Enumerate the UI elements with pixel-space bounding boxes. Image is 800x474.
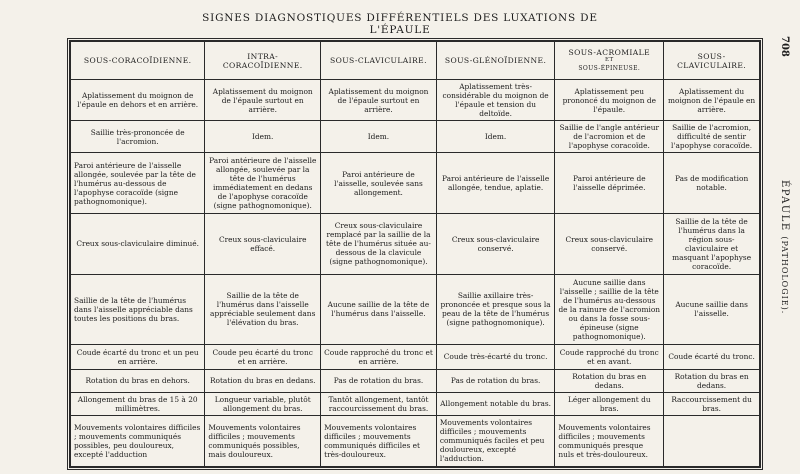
- column-header-label: INTRA-CORACOÏDIENNE.: [222, 51, 303, 70]
- table-row: [71, 415, 760, 466]
- table-row: [71, 274, 760, 344]
- table-cell: Mouvements volontaires difficiles ; mouvements communiqués presque nuls et très-douloureux.: [555, 415, 664, 466]
- table-frame: [67, 38, 763, 470]
- table-cell: Allongement notable du bras.: [436, 392, 555, 415]
- table-row: [71, 370, 760, 392]
- table-cell: Creux sous-claviculaire conservé.: [436, 213, 555, 274]
- table-cell: Rotation du bras en dehors.: [71, 370, 205, 392]
- table-cell: Idem.: [321, 121, 437, 153]
- table-cell: Paroi antérieure de l'aisselle allongée, tendue, aplatie.: [436, 153, 555, 214]
- table-cell: Coude écarté du tronc et un peu en arrière.: [71, 344, 205, 370]
- table-cell: Mouvements volontaires difficiles ; mouvements communiqués possibles, mais douloureux.: [205, 415, 321, 466]
- page-number: 708: [779, 36, 790, 57]
- table-cell: Allongement du bras de 15 à 20 millimètres.: [71, 392, 205, 415]
- table-cell: Saillie de la tête de l'humérus dans l'aisselle appréciable seulement dans l'élévation du bras.: [205, 274, 321, 344]
- table-row: [71, 80, 760, 121]
- table-row: [71, 344, 760, 370]
- table-cell: Aucune saillie de la tête de l'humérus dans l'aisselle.: [321, 274, 437, 344]
- table-cell: Aucune saillie dans l'aisselle.: [664, 274, 760, 344]
- table-cell: Saillie de la tête de l'humérus dans l'aisselle appréciable dans toutes les positions du bras.: [71, 274, 205, 344]
- table-cell: Mouvements volontaires difficiles ; mouvements communiqués faciles et peu douloureux, excepté l'adduction.: [436, 415, 555, 466]
- column-header: [436, 42, 555, 80]
- column-header-label: SOUS-GLÉNOÏDIENNE.: [444, 56, 547, 65]
- running-head: [779, 180, 790, 314]
- table-row: [71, 121, 760, 153]
- table-cell: [664, 415, 760, 466]
- table-cell: Mouvements volontaires difficiles ; mouvements communiqués possibles, peu douloureux, excepté l'adduction: [71, 415, 205, 466]
- table-cell: Coude rapproché du tronc et en arrière.: [321, 344, 437, 370]
- table-cell: Aplatissement du moignon de l'épaule surtout en arrière.: [321, 80, 437, 121]
- table-row: [71, 153, 760, 214]
- table-cell: Coude très-écarté du tronc.: [436, 344, 555, 370]
- column-header: [664, 42, 760, 80]
- table-cell: Aucune saillie dans l'aisselle ; saillie de la tête de l'humérus au-dessous de la rainure de l'acromion ou dans la fosse sous-épineuse (signe pathognomonique).: [555, 274, 664, 344]
- table-cell: Creux sous-claviculaire conservé.: [555, 213, 664, 274]
- table-cell: Longueur variable, plutôt allongement du bras.: [205, 392, 321, 415]
- table-cell: Aplatissement du moignon de l'épaule en arrière.: [664, 80, 760, 121]
- table-cell: Rotation du bras en dedans.: [205, 370, 321, 392]
- table-cell: Pas de modification notable.: [664, 153, 760, 214]
- table-header: [71, 42, 760, 80]
- table-cell: Saillie de l'angle antérieur de l'acromion et de l'apophyse coracoïde.: [555, 121, 664, 153]
- table-cell: Paroi antérieure de l'aisselle, soulevée sans allongement.: [321, 153, 437, 214]
- column-header-label: SOUS-CORACOÏDIENNE.: [83, 56, 192, 65]
- table-cell: Creux sous-claviculaire diminué.: [71, 213, 205, 274]
- column-header-conjunction: ET: [605, 57, 614, 63]
- table-cell: Pas de rotation du bras.: [321, 370, 437, 392]
- table-cell: Mouvements volontaires difficiles ; mouvements communiqués difficiles et très-douloureux.: [321, 415, 437, 466]
- table-cell: Coude rapproché du tronc et en avant.: [555, 344, 664, 370]
- diagnostic-table: [70, 41, 760, 467]
- table-cell: Paroi antérieure de l'aisselle allongée, soulevée par la tête de l'humérus immédiatement en dedans de l'apophyse coracoïde (signe pathognomonique).: [205, 153, 321, 214]
- table-cell: Tantôt allongement, tantôt raccourcissement du bras.: [321, 392, 437, 415]
- table-cell: Aplatissement du moignon de l'épaule en dehors et en arrière.: [71, 80, 205, 121]
- running-head-subtitle: (PATHOLOGIE).: [780, 236, 789, 315]
- table-cell: Rotation du bras en dedans.: [664, 370, 760, 392]
- column-header-label: SOUS-CLAVICULAIRE.: [677, 51, 747, 70]
- column-header-label: SOUS-CLAVICULAIRE.: [330, 56, 427, 65]
- column-header: [205, 42, 321, 80]
- column-header-label-2: SOUS-ÉPINEUSE.: [578, 65, 641, 72]
- table-row: [71, 392, 760, 415]
- table-cell: Coude peu écarté du tronc et en arrière.: [205, 344, 321, 370]
- column-header: [555, 42, 664, 80]
- table-cell: Aplatissement du moignon de l'épaule surtout en arrière.: [205, 80, 321, 121]
- column-header-label: SOUS-ACROMIALE: [568, 48, 651, 57]
- table-cell: Coude écarté du tronc.: [664, 344, 760, 370]
- column-header: [321, 42, 437, 80]
- table-cell: Creux sous-claviculaire effacé.: [205, 213, 321, 274]
- table-cell: Rotation du bras en dedans.: [555, 370, 664, 392]
- table-cell: Raccourcissement du bras.: [664, 392, 760, 415]
- table-cell: Saillie de l'acromion, difficulté de sentir l'apophyse coracoïde.: [664, 121, 760, 153]
- table-cell: Saillie très-prononcée de l'acromion.: [71, 121, 205, 153]
- table-cell: Léger allongement du bras.: [555, 392, 664, 415]
- table-row: [71, 213, 760, 274]
- table-cell: Creux sous-claviculaire remplacé par la saillie de la tête de l'humérus située au-dessous de la clavicule (signe pathognomonique).: [321, 213, 437, 274]
- column-header: [71, 42, 205, 80]
- table-cell: Paroi antérieure de l'aisselle déprimée.: [555, 153, 664, 214]
- table-cell: Aplatissement peu prononcé du moignon de l'épaule.: [555, 80, 664, 121]
- table-body: [71, 80, 760, 467]
- running-head-title: ÉPAULE: [779, 180, 790, 232]
- table-cell: Saillie axillaire très-prononcée et presque sous la peau de la tête de l'humérus (signe pathognomonique).: [436, 274, 555, 344]
- table-cell: Aplatissement très-considérable du moignon de l'épaule et tension du deltoïde.: [436, 80, 555, 121]
- page-title: SIGNES DIAGNOSTIQUES DIFFÉRENTIELS DES LUXATIONS DE L'ÉPAULE: [202, 12, 598, 36]
- table-cell: Pas de rotation du bras.: [436, 370, 555, 392]
- table-cell: Paroi antérieure de l'aisselle allongée, soulevée par la tête de l'humérus au-dessous de l'apophyse coracoïde (signe pathognomonique).: [71, 153, 205, 214]
- table-cell: Saillie de la tête de l'humérus dans la région sous-claviculaire et masquant l'apophyse coracoïde.: [664, 213, 760, 274]
- table-cell: Idem.: [436, 121, 555, 153]
- table-cell: Idem.: [205, 121, 321, 153]
